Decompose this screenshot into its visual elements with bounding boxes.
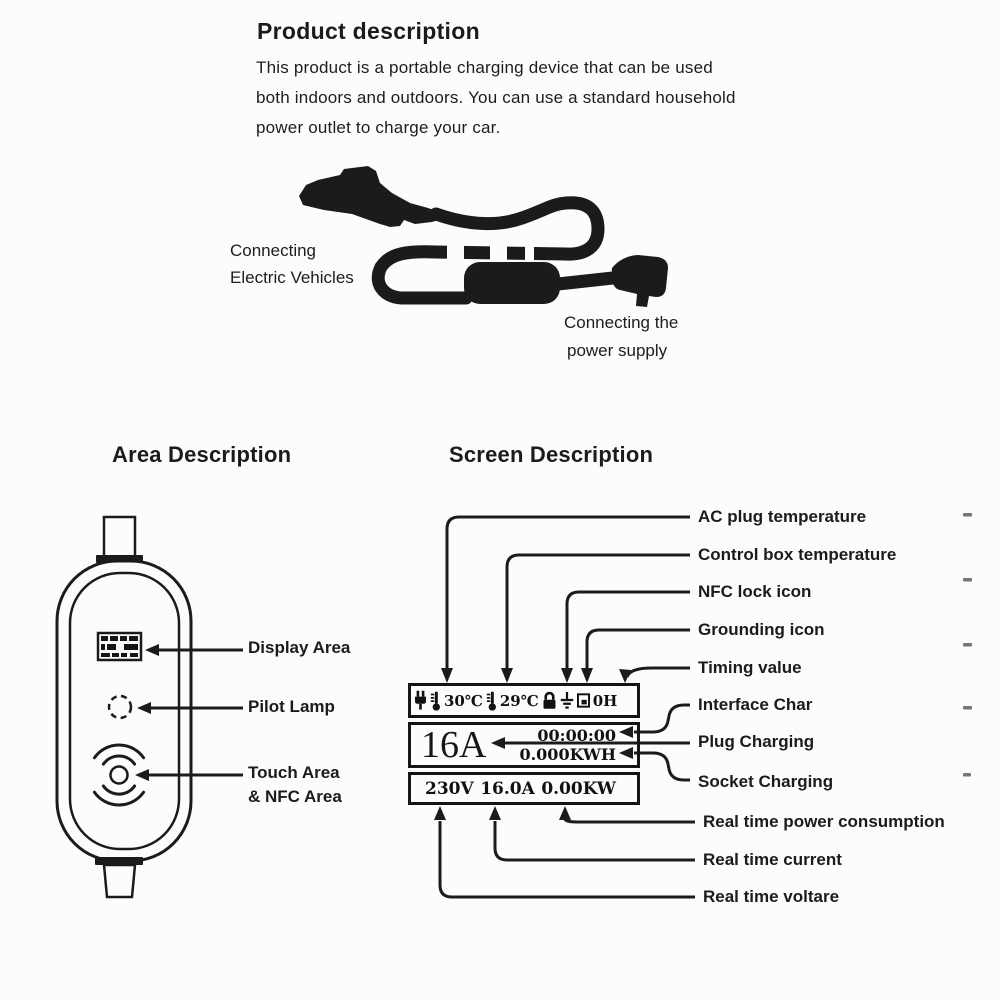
real-time-power-label: Real time power consumption [703, 812, 945, 831]
real-time-current-label: Real time current [703, 850, 842, 869]
nfc-lock-label: NFC lock icon [698, 582, 812, 601]
current-value: 16.0A [480, 778, 535, 799]
product-body-line: This product is a portable charging device that can be used [256, 58, 713, 77]
nfc-lock-icon [542, 691, 557, 710]
touch-area-label: Touch Area [248, 763, 340, 782]
screen-measurements-row [408, 772, 640, 805]
box-temp-value: 29℃ [499, 691, 539, 710]
product-body-line: both indoors and outdoors. You can use a standard household [256, 88, 736, 107]
power-supply-label: Connecting the [564, 313, 679, 332]
screen-title: Screen Description [449, 442, 654, 467]
timing-value: 0H [592, 691, 618, 710]
socket-charging-label: Socket Charging [698, 772, 834, 791]
thermometer-icon [486, 691, 497, 711]
plug-temp-value: 30℃ [444, 691, 483, 710]
device-bottom-cable [104, 865, 135, 897]
device-top-cable [104, 517, 135, 557]
cable-illustration [299, 166, 668, 307]
area-title: Area Description [112, 442, 292, 467]
interface-char-label: Interface Char [698, 695, 813, 714]
scan-marks [963, 513, 972, 777]
touch-area-label: & NFC Area [248, 787, 342, 806]
ev-connector-label: Electric Vehicles [230, 268, 354, 287]
power-supply-label: power supply [567, 341, 668, 360]
power-plug-icon [612, 255, 668, 307]
control-box-icon [464, 262, 560, 304]
grounding-label: Grounding icon [698, 620, 825, 639]
charging-time-value: 00:00:00 [537, 726, 616, 745]
screen-main-row [408, 722, 640, 768]
thermometer-icon [430, 691, 441, 711]
ac-plug-temp-label: AC plug temperature [698, 507, 867, 526]
pilot-lamp-label: Pilot Lamp [248, 697, 335, 716]
control-box-temp-label: Control box temperature [698, 545, 897, 564]
screen-display [408, 683, 640, 805]
power-value: 0.00KW [541, 778, 616, 799]
screen-status-row [408, 683, 640, 718]
interface-icon [577, 693, 590, 708]
ev-connector-icon [299, 166, 442, 227]
voltage-value: 230V [425, 778, 474, 799]
product-title: Product description [257, 18, 480, 44]
energy-value: 0.000KWH [519, 745, 616, 764]
product-body-line: power outlet to charge your car. [256, 118, 501, 137]
timing-value-label: Timing value [698, 658, 802, 677]
ac-plug-icon [414, 690, 427, 711]
pilot-lamp [109, 696, 131, 718]
display-area-label: Display Area [248, 638, 351, 657]
real-time-voltage-label: Real time voltare [703, 887, 840, 906]
ev-connector-label: Connecting [230, 241, 317, 260]
charging-current-value: 16A [421, 724, 487, 766]
plug-charging-label: Plug Charging [698, 732, 815, 751]
grounding-icon [560, 692, 574, 710]
